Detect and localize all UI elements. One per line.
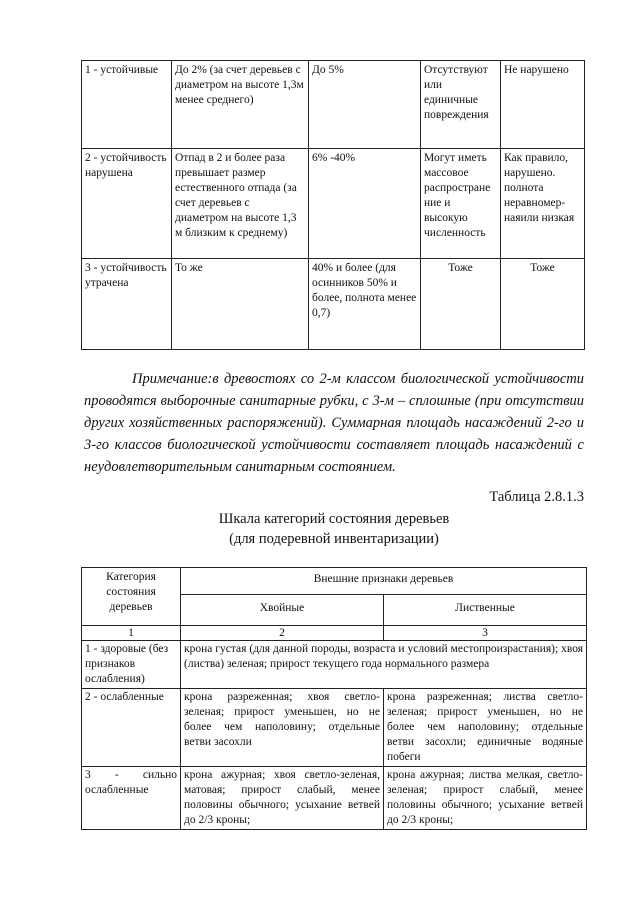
table-cell: До 5%	[309, 61, 421, 149]
header-coniferous: Хвойные	[181, 595, 384, 626]
category-cell: 1 - здоровые (без признаков ослабления)	[82, 641, 181, 689]
table-cell: 2 - устойчивость нарушена	[82, 149, 172, 259]
deciduous-cell: крона разреженная; листва светло-зеленая; прирост уменьшен, но не более чем наполовину; отдельные ветви засохли; единичные водяные побеги	[384, 689, 587, 767]
col-number: 2	[181, 626, 384, 641]
table-subtitle: (для подеревной инвентаризации)	[229, 531, 439, 547]
table-cell: Тоже	[421, 259, 501, 350]
note-text: Примечание:в древостоях со 2-м классом биологической устойчивости проводятся выборочные санитарные рубки, с 3-м – сплошные (при отсутствии других хозяйственных распоряжений). Суммарная площадь насаждений 2-го и 3-го классов биологической устойчивости составляет площадь насаждений с неудовлетворительным санитарным состоянием.	[84, 371, 584, 475]
coniferous-cell: крона ажурная; хвоя светло-зеленая, матовая; прирост слабый, менее половины обычного; усыхание ветвей до 2/3 кроны;	[181, 767, 384, 830]
table-cell: 40% и более (для осинников 50% и более, полнота менее 0,7)	[309, 259, 421, 350]
table-header-row	[82, 568, 587, 595]
table-row	[82, 61, 585, 149]
signs-cell: крона густая (для данной породы, возраста и условий местопроизрастания); хвоя (листва) зеленая; прирост текущего года нормального размера	[181, 641, 587, 689]
table-number: Таблица 2.8.1.3	[489, 489, 584, 505]
column-number-row	[82, 626, 587, 641]
table-cell: 1 - устойчивые	[82, 61, 172, 149]
table-cell: То же	[172, 259, 309, 350]
header-signs: Внешние признаки деревьев	[181, 568, 587, 595]
table-title: Шкала категорий состояния деревьев	[218, 511, 450, 527]
tree-condition-table	[81, 567, 587, 830]
header-category: Категория состояния деревьев	[82, 568, 181, 626]
table-cell: Тоже	[501, 259, 585, 350]
table-cell: 3 - устойчивость утрачена	[82, 259, 172, 350]
col-number: 1	[82, 626, 181, 641]
col-number: 3	[384, 626, 587, 641]
table-row	[82, 259, 585, 350]
table-row	[82, 641, 587, 689]
coniferous-cell: крона разреженная; хвоя светло-зеленая; прирост уменьшен, но не более чем наполовину; отдельные ветви засохли	[181, 689, 384, 767]
table-cell: Не нарушено	[501, 61, 585, 149]
table-cell: Отсутствуют или единичные повреждения	[421, 61, 501, 149]
table-cell: 6% -40%	[309, 149, 421, 259]
table-row	[82, 689, 587, 767]
table-cell: Как правило, нарушено. полнота неравномер-наяили низкая	[501, 149, 585, 259]
deciduous-cell: крона ажурная; листва мелкая, светло-зеленая; прирост слабый, менее половины обычного; усыхание ветвей до 2/3 кроны;	[384, 767, 587, 830]
table-cell: До 2% (за счет деревьев с диаметром на высоте 1,3м менее среднего)	[172, 61, 309, 149]
header-deciduous: Лиственные	[384, 595, 587, 626]
table-row	[82, 149, 585, 259]
stability-table	[81, 60, 585, 350]
table-row	[82, 767, 587, 830]
category-cell: 3 - сильно ослабленные	[82, 767, 181, 830]
table-cell: Могут иметь массовое распростране ние и высокую численность	[421, 149, 501, 259]
table-cell: Отпад в 2 и более раза превышает размер естественного отпада (за счет деревьев с диаметром на высоте 1,3 м близким к среднему)	[172, 149, 309, 259]
note-paragraph	[84, 368, 584, 478]
category-cell: 2 - ослабленные	[82, 689, 181, 767]
